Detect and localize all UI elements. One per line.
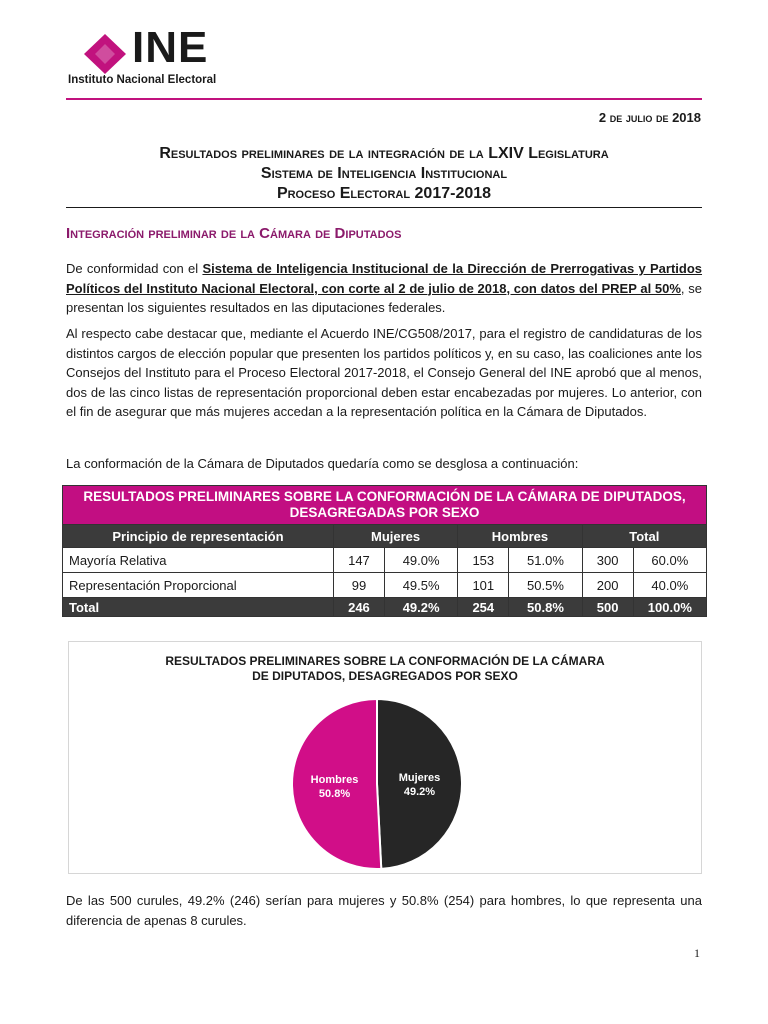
paragraph-1-end: , se presentan los siguientes resultados en las diputaciones federales. bbox=[66, 280, 702, 315]
cell-mujeres-pct: 49.0% bbox=[384, 548, 457, 573]
total-total-pct: 100.0% bbox=[633, 598, 706, 617]
table-total-row bbox=[63, 598, 707, 617]
cell-total-pct: 60.0% bbox=[633, 548, 706, 573]
col-header-hombres: Hombres bbox=[458, 525, 582, 548]
paragraph-1-bold: Sistema de Inteligencia Institucional de la Dirección de Prerrogativas y Partidos Políticos del Instituto Nacional Electoral, con corte al 2 de julio de 2018, con datos del PREP al 50% bbox=[66, 261, 703, 296]
pie-label-mujeres: Mujeres bbox=[398, 771, 441, 784]
title-line-3: Proceso Electoral 2017-2018 bbox=[276, 185, 492, 202]
ine-logo bbox=[66, 23, 256, 90]
row-label: Representación Proporcional bbox=[63, 573, 334, 598]
col-header-total: Total bbox=[582, 525, 706, 548]
table-title-row bbox=[63, 486, 707, 525]
title-divider bbox=[66, 207, 702, 208]
document-title bbox=[66, 144, 702, 204]
paragraph-1 bbox=[66, 259, 702, 318]
cell-hombres-pct: 51.0% bbox=[509, 548, 582, 573]
paragraph-3: La conformación de la Cámara de Diputados quedaría como se desglosa a continuación: bbox=[66, 456, 579, 471]
total-hombres: 254 bbox=[458, 598, 509, 617]
chart-title-line-2: DE DIPUTADOS, DESAGREGADOS POR SEXO bbox=[252, 669, 518, 683]
cell-total: 300 bbox=[582, 548, 633, 573]
pie-value-hombres: 50.8% bbox=[318, 788, 351, 801]
header-divider bbox=[66, 98, 702, 100]
total-total: 500 bbox=[582, 598, 633, 617]
table-header-row bbox=[63, 525, 707, 548]
total-mujeres: 246 bbox=[333, 598, 384, 617]
total-hombres-pct: 50.8% bbox=[509, 598, 582, 617]
title-line-2: Sistema de Inteligencia Institucional bbox=[260, 165, 508, 182]
cell-hombres: 101 bbox=[458, 573, 509, 598]
ine-diamond-icon bbox=[82, 32, 128, 76]
logo-subtitle: Instituto Nacional Electoral bbox=[68, 74, 217, 86]
cell-mujeres: 147 bbox=[333, 548, 384, 573]
cell-mujeres: 99 bbox=[333, 573, 384, 598]
pie-slice-mujeres bbox=[377, 699, 462, 869]
pie-label-hombres: Hombres bbox=[310, 774, 359, 787]
paragraph-4: De las 500 curules, 49.2% (246) serían para mujeres y 50.8% (254) para hombres, lo que representa una diferencia de apenas 8 curules. bbox=[66, 893, 702, 928]
pie-chart-canvas bbox=[69, 642, 701, 873]
logo-text: INE bbox=[132, 23, 209, 72]
table-row bbox=[63, 573, 707, 598]
section-title: Integración preliminar de la Cámara de Diputados bbox=[66, 225, 402, 242]
cell-hombres: 153 bbox=[458, 548, 509, 573]
paragraph-2: Al respecto cabe destacar que, mediante el Acuerdo INE/CG508/2017, para el registro de candidaturas de los distintos cargos de elección popular que presenten los partidos políticos y, en su caso, las coaliciones ante los Consejos del Instituto para el Proceso Electoral 2017-2018, el Consejo General del INE aprobó que al menos, dos de las cinco listas de representación proporcional deben estar encabezadas por mujeres. Lo anterior, con el fin de asegurar que más mujeres accedan a la representación política en la Cámara de Diputados. bbox=[66, 326, 702, 419]
cell-total: 200 bbox=[582, 573, 633, 598]
paragraph-1-intro: De conformidad con el bbox=[66, 261, 203, 276]
cell-total-pct: 40.0% bbox=[633, 573, 706, 598]
cell-mujeres-pct: 49.5% bbox=[384, 573, 457, 598]
title-line-1: Resultados preliminares de la integración de la LXIV Legislatura bbox=[159, 145, 609, 162]
document-date: 2 de julio de 2018 bbox=[598, 110, 701, 125]
col-header-principio: Principio de representación bbox=[63, 525, 334, 548]
cell-hombres-pct: 50.5% bbox=[509, 573, 582, 598]
col-header-mujeres: Mujeres bbox=[333, 525, 457, 548]
chart-title-line-1: RESULTADOS PRELIMINARES SOBRE LA CONFORMACIÓN DE LA CÁMARA bbox=[165, 654, 605, 668]
total-mujeres-pct: 49.2% bbox=[384, 598, 457, 617]
pie-chart bbox=[68, 641, 702, 874]
total-label: Total bbox=[63, 598, 334, 617]
table-row bbox=[63, 548, 707, 573]
results-table bbox=[62, 485, 707, 617]
row-label: Mayoría Relativa bbox=[63, 548, 334, 573]
pie-value-mujeres: 49.2% bbox=[403, 785, 436, 798]
page-number: 1 bbox=[694, 946, 700, 960]
table-title: RESULTADOS PRELIMINARES SOBRE LA CONFORMACIÓN DE LA CÁMARA DE DIPUTADOS, DESAGREGADAS POR SEXO bbox=[63, 486, 707, 525]
